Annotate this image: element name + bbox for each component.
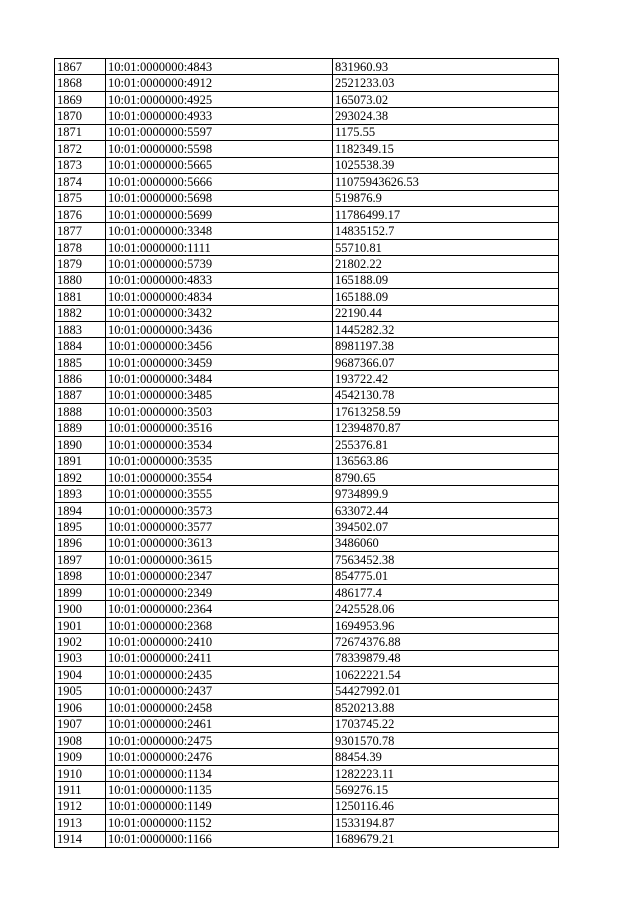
cadastral-number-cell: 10:01:0000000:2461	[106, 716, 333, 732]
row-number-cell: 1876	[55, 206, 106, 222]
records-table-body	[55, 59, 559, 848]
table-row	[55, 519, 559, 535]
value-cell: 136563.86	[333, 453, 559, 469]
cadastral-number-cell: 10:01:0000000:3484	[106, 371, 333, 387]
cadastral-number-cell: 10:01:0000000:2411	[106, 650, 333, 666]
value-cell: 1694953.96	[333, 617, 559, 633]
table-row	[55, 634, 559, 650]
row-number-cell: 1869	[55, 91, 106, 107]
value-cell: 9301570.78	[333, 732, 559, 748]
row-number-cell: 1912	[55, 798, 106, 814]
table-row	[55, 124, 559, 140]
row-number-cell: 1913	[55, 815, 106, 831]
value-cell: 9734899.9	[333, 486, 559, 502]
cadastral-number-cell: 10:01:0000000:5666	[106, 174, 333, 190]
value-cell: 55710.81	[333, 239, 559, 255]
value-cell: 10622221.54	[333, 667, 559, 683]
table-row	[55, 157, 559, 173]
table-row	[55, 190, 559, 206]
table-row	[55, 650, 559, 666]
table-row	[55, 601, 559, 617]
table-row	[55, 223, 559, 239]
row-number-cell: 1882	[55, 305, 106, 321]
row-number-cell: 1899	[55, 585, 106, 601]
cadastral-number-cell: 10:01:0000000:1152	[106, 815, 333, 831]
row-number-cell: 1904	[55, 667, 106, 683]
table-row	[55, 387, 559, 403]
cadastral-number-cell: 10:01:0000000:3456	[106, 338, 333, 354]
value-cell: 14835152.7	[333, 223, 559, 239]
value-cell: 519876.9	[333, 190, 559, 206]
value-cell: 72674376.88	[333, 634, 559, 650]
table-row	[55, 667, 559, 683]
cadastral-number-cell: 10:01:0000000:5665	[106, 157, 333, 173]
cadastral-number-cell: 10:01:0000000:3577	[106, 519, 333, 535]
cadastral-number-cell: 10:01:0000000:2475	[106, 732, 333, 748]
table-row	[55, 732, 559, 748]
table-row	[55, 354, 559, 370]
table-row	[55, 141, 559, 157]
table-row	[55, 289, 559, 305]
cadastral-number-cell: 10:01:0000000:5598	[106, 141, 333, 157]
cadastral-number-cell: 10:01:0000000:3535	[106, 453, 333, 469]
value-cell: 11786499.17	[333, 206, 559, 222]
row-number-cell: 1875	[55, 190, 106, 206]
table-row	[55, 617, 559, 633]
table-row	[55, 815, 559, 831]
value-cell: 2425528.06	[333, 601, 559, 617]
cadastral-number-cell: 10:01:0000000:5597	[106, 124, 333, 140]
table-row	[55, 535, 559, 551]
cadastral-number-cell: 10:01:0000000:3516	[106, 420, 333, 436]
table-row	[55, 502, 559, 518]
value-cell: 1182349.15	[333, 141, 559, 157]
cadastral-number-cell: 10:01:0000000:1134	[106, 765, 333, 781]
cadastral-number-cell: 10:01:0000000:4912	[106, 75, 333, 91]
value-cell: 1282223.11	[333, 765, 559, 781]
value-cell: 21802.22	[333, 256, 559, 272]
table-row	[55, 256, 559, 272]
cadastral-number-cell: 10:01:0000000:2435	[106, 667, 333, 683]
row-number-cell: 1901	[55, 617, 106, 633]
cadastral-number-cell: 10:01:0000000:4925	[106, 91, 333, 107]
cadastral-number-cell: 10:01:0000000:3573	[106, 502, 333, 518]
row-number-cell: 1888	[55, 404, 106, 420]
table-row	[55, 59, 559, 75]
table-row	[55, 831, 559, 847]
cadastral-number-cell: 10:01:0000000:1135	[106, 782, 333, 798]
cadastral-number-cell: 10:01:0000000:3613	[106, 535, 333, 551]
table-row	[55, 716, 559, 732]
table-row	[55, 272, 559, 288]
row-number-cell: 1873	[55, 157, 106, 173]
value-cell: 165188.09	[333, 272, 559, 288]
value-cell: 11075943626.53	[333, 174, 559, 190]
row-number-cell: 1903	[55, 650, 106, 666]
cadastral-number-cell: 10:01:0000000:1149	[106, 798, 333, 814]
value-cell: 394502.07	[333, 519, 559, 535]
row-number-cell: 1898	[55, 568, 106, 584]
table-row	[55, 404, 559, 420]
cadastral-number-cell: 10:01:0000000:2368	[106, 617, 333, 633]
value-cell: 8520213.88	[333, 700, 559, 716]
table-row	[55, 338, 559, 354]
value-cell: 12394870.87	[333, 420, 559, 436]
cadastral-number-cell: 10:01:0000000:4834	[106, 289, 333, 305]
row-number-cell: 1867	[55, 59, 106, 75]
row-number-cell: 1879	[55, 256, 106, 272]
cadastral-number-cell: 10:01:0000000:2349	[106, 585, 333, 601]
cadastral-number-cell: 10:01:0000000:3348	[106, 223, 333, 239]
cadastral-number-cell: 10:01:0000000:5699	[106, 206, 333, 222]
cadastral-number-cell: 10:01:0000000:4843	[106, 59, 333, 75]
table-row	[55, 798, 559, 814]
value-cell: 165188.09	[333, 289, 559, 305]
row-number-cell: 1870	[55, 108, 106, 124]
value-cell: 3486060	[333, 535, 559, 551]
cadastral-number-cell: 10:01:0000000:3555	[106, 486, 333, 502]
table-row	[55, 683, 559, 699]
row-number-cell: 1910	[55, 765, 106, 781]
table-row	[55, 75, 559, 91]
row-number-cell: 1871	[55, 124, 106, 140]
cadastral-number-cell: 10:01:0000000:3554	[106, 469, 333, 485]
cadastral-number-cell: 10:01:0000000:2476	[106, 749, 333, 765]
table-row	[55, 305, 559, 321]
row-number-cell: 1878	[55, 239, 106, 255]
row-number-cell: 1894	[55, 502, 106, 518]
cadastral-number-cell: 10:01:0000000:4933	[106, 108, 333, 124]
row-number-cell: 1911	[55, 782, 106, 798]
table-row	[55, 486, 559, 502]
row-number-cell: 1906	[55, 700, 106, 716]
row-number-cell: 1890	[55, 437, 106, 453]
table-row	[55, 749, 559, 765]
cadastral-number-cell: 10:01:0000000:3485	[106, 387, 333, 403]
table-row	[55, 437, 559, 453]
row-number-cell: 1881	[55, 289, 106, 305]
row-number-cell: 1914	[55, 831, 106, 847]
table-row	[55, 371, 559, 387]
cadastral-number-cell: 10:01:0000000:5739	[106, 256, 333, 272]
cadastral-number-cell: 10:01:0000000:1111	[106, 239, 333, 255]
row-number-cell: 1887	[55, 387, 106, 403]
cadastral-number-cell: 10:01:0000000:5698	[106, 190, 333, 206]
cadastral-number-cell: 10:01:0000000:2364	[106, 601, 333, 617]
value-cell: 1703745.22	[333, 716, 559, 732]
value-cell: 293024.38	[333, 108, 559, 124]
row-number-cell: 1885	[55, 354, 106, 370]
row-number-cell: 1872	[55, 141, 106, 157]
value-cell: 165073.02	[333, 91, 559, 107]
table-row	[55, 552, 559, 568]
cadastral-number-cell: 10:01:0000000:2410	[106, 634, 333, 650]
row-number-cell: 1909	[55, 749, 106, 765]
value-cell: 854775.01	[333, 568, 559, 584]
cadastral-number-cell: 10:01:0000000:1166	[106, 831, 333, 847]
table-row	[55, 469, 559, 485]
cadastral-number-cell: 10:01:0000000:3615	[106, 552, 333, 568]
value-cell: 831960.93	[333, 59, 559, 75]
cadastral-number-cell: 10:01:0000000:3534	[106, 437, 333, 453]
table-row	[55, 765, 559, 781]
row-number-cell: 1893	[55, 486, 106, 502]
row-number-cell: 1886	[55, 371, 106, 387]
value-cell: 2521233.03	[333, 75, 559, 91]
value-cell: 486177.4	[333, 585, 559, 601]
value-cell: 1025538.39	[333, 157, 559, 173]
table-row	[55, 420, 559, 436]
value-cell: 633072.44	[333, 502, 559, 518]
cadastral-number-cell: 10:01:0000000:3436	[106, 322, 333, 338]
table-row	[55, 108, 559, 124]
value-cell: 1250116.46	[333, 798, 559, 814]
table-row	[55, 453, 559, 469]
table-row	[55, 206, 559, 222]
value-cell: 193722.42	[333, 371, 559, 387]
cadastral-number-cell: 10:01:0000000:2458	[106, 700, 333, 716]
value-cell: 9687366.07	[333, 354, 559, 370]
table-row	[55, 585, 559, 601]
row-number-cell: 1905	[55, 683, 106, 699]
value-cell: 8790.65	[333, 469, 559, 485]
value-cell: 88454.39	[333, 749, 559, 765]
table-row	[55, 700, 559, 716]
row-number-cell: 1874	[55, 174, 106, 190]
row-number-cell: 1892	[55, 469, 106, 485]
value-cell: 78339879.48	[333, 650, 559, 666]
row-number-cell: 1877	[55, 223, 106, 239]
cadastral-number-cell: 10:01:0000000:3459	[106, 354, 333, 370]
table-row	[55, 322, 559, 338]
row-number-cell: 1895	[55, 519, 106, 535]
value-cell: 1175.55	[333, 124, 559, 140]
value-cell: 255376.81	[333, 437, 559, 453]
value-cell: 4542130.78	[333, 387, 559, 403]
records-table	[54, 58, 559, 848]
table-row	[55, 782, 559, 798]
table-row	[55, 91, 559, 107]
value-cell: 7563452.38	[333, 552, 559, 568]
cadastral-number-cell: 10:01:0000000:3432	[106, 305, 333, 321]
row-number-cell: 1897	[55, 552, 106, 568]
table-row	[55, 568, 559, 584]
row-number-cell: 1908	[55, 732, 106, 748]
cadastral-number-cell: 10:01:0000000:2347	[106, 568, 333, 584]
row-number-cell: 1907	[55, 716, 106, 732]
row-number-cell: 1883	[55, 322, 106, 338]
value-cell: 1445282.32	[333, 322, 559, 338]
value-cell: 17613258.59	[333, 404, 559, 420]
value-cell: 569276.15	[333, 782, 559, 798]
table-row	[55, 239, 559, 255]
value-cell: 54427992.01	[333, 683, 559, 699]
cadastral-number-cell: 10:01:0000000:4833	[106, 272, 333, 288]
row-number-cell: 1884	[55, 338, 106, 354]
table-row	[55, 174, 559, 190]
row-number-cell: 1889	[55, 420, 106, 436]
value-cell: 8981197.38	[333, 338, 559, 354]
value-cell: 1533194.87	[333, 815, 559, 831]
value-cell: 22190.44	[333, 305, 559, 321]
value-cell: 1689679.21	[333, 831, 559, 847]
row-number-cell: 1868	[55, 75, 106, 91]
row-number-cell: 1902	[55, 634, 106, 650]
row-number-cell: 1900	[55, 601, 106, 617]
row-number-cell: 1896	[55, 535, 106, 551]
row-number-cell: 1891	[55, 453, 106, 469]
row-number-cell: 1880	[55, 272, 106, 288]
cadastral-number-cell: 10:01:0000000:2437	[106, 683, 333, 699]
cadastral-number-cell: 10:01:0000000:3503	[106, 404, 333, 420]
